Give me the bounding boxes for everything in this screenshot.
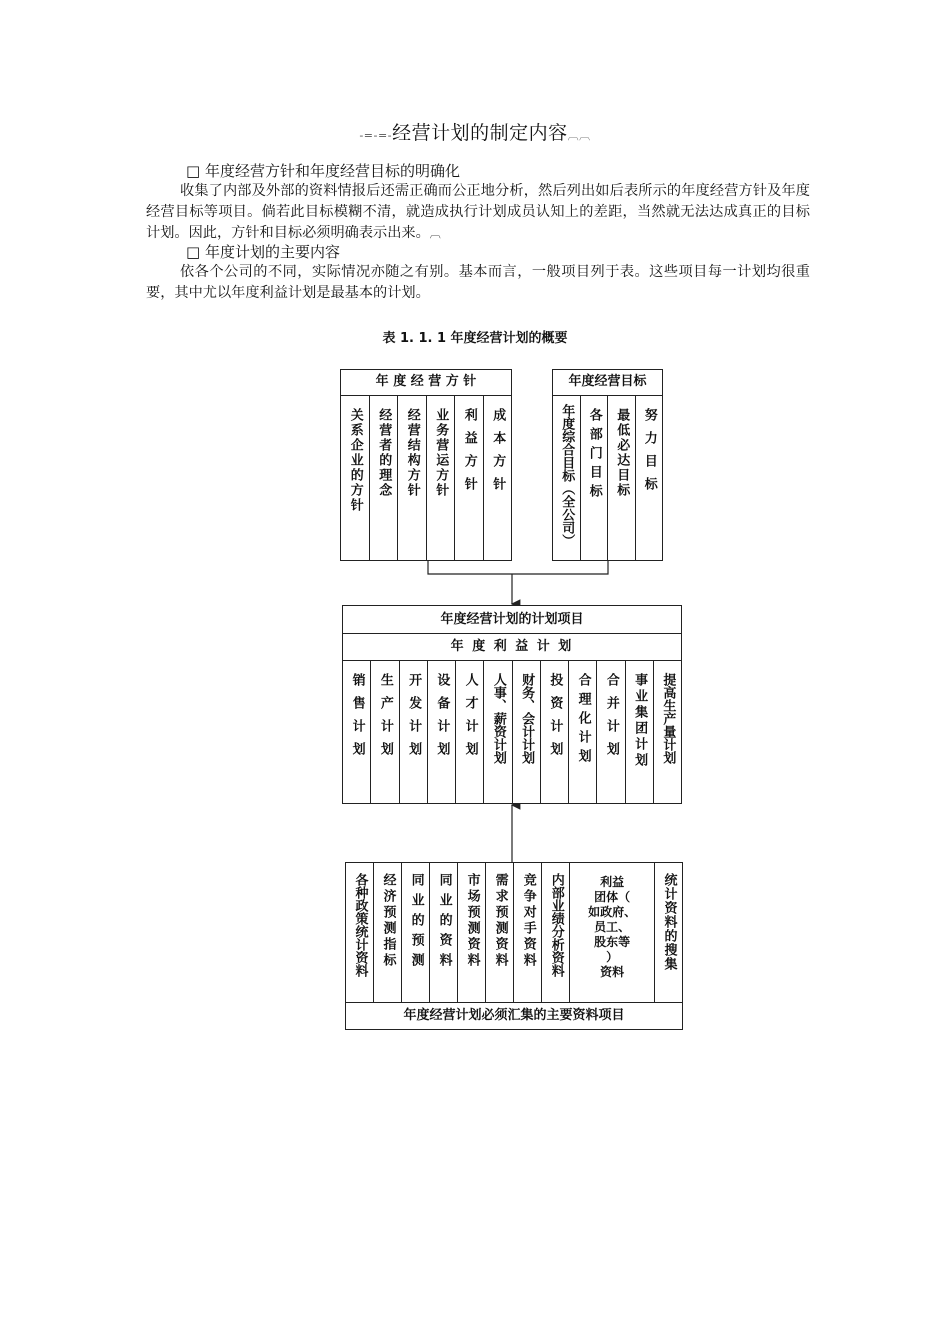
- policy-item-label: 利益方针: [461, 408, 477, 500]
- policy-item: [455, 396, 484, 560]
- section2-paragraph: 依各个公司的不同，实际情况亦随之有别。基本而言，一般项目列于表。这些项目每一计划均很重要，其中尤以年度利益计划是最基本的计划。: [146, 264, 810, 301]
- source-special-line: 利益: [600, 875, 625, 889]
- source-item: [514, 863, 542, 1002]
- source-special-line: 股东等: [594, 935, 631, 949]
- section1-text: 收集了内部及外部的资料情报后还需正确而公正地分析，然后列出如后表所示的年度经营方针及年度经营目标等项目。倘若此目标模糊不清，就造成执行计划成员认知上的差距，当然就无法达成真正的目标计划。因此，方针和目标必须明确表示出来。: [146, 183, 810, 241]
- policy-box: [340, 369, 512, 561]
- policy-item-label: 成本方针: [490, 408, 506, 500]
- plan-item-label: 投资计划: [547, 673, 563, 765]
- source-special-line: ）: [606, 950, 619, 964]
- source-item-label: 需求预测资料: [492, 873, 508, 969]
- plan-item-label: 设备计划: [434, 673, 450, 765]
- plan-item: [654, 661, 681, 803]
- plan-item-label: 财务、会计计划: [519, 673, 535, 764]
- plan-item: [456, 661, 484, 803]
- goal-item: [636, 396, 663, 560]
- source-item-label: 同业的资料: [436, 873, 452, 973]
- title-text: 经营计划的制定内容: [392, 122, 568, 144]
- table-caption: 表 1. 1. 1 年度经营计划的概要: [382, 331, 568, 346]
- source-item: [486, 863, 514, 1002]
- goal-items: [553, 396, 662, 560]
- plan-item: [626, 661, 654, 803]
- source-item: [374, 863, 402, 1002]
- plan-item-label: 事业集团计划: [632, 673, 648, 769]
- plan-item-label: 提高生产量计划: [660, 673, 676, 764]
- source-box: [345, 862, 683, 1030]
- source-item: [402, 863, 430, 1002]
- plan-item-label: 销售计划: [349, 673, 365, 765]
- source-item-label: 同业的预测: [408, 873, 424, 973]
- source-item: [542, 863, 570, 1002]
- plan-item: [541, 661, 569, 803]
- plan-item-label: 合并计划: [603, 673, 619, 765]
- source-item-label: 内部业绩分析资料: [548, 873, 564, 977]
- policy-item: [427, 396, 456, 560]
- policy-item-label: 关系企业的方针: [347, 408, 363, 513]
- policy-item: [370, 396, 399, 560]
- section1-heading: □ 年度经营方针和年度经营目标的明确化: [186, 162, 460, 180]
- policy-item: [341, 396, 370, 560]
- source-item-label: 经济预测指标: [380, 873, 396, 969]
- plan-item: [597, 661, 625, 803]
- goal-item: [608, 396, 636, 560]
- source-item-label: 统计资料的搜集: [661, 873, 677, 971]
- policy-item-label: 经营结构方针: [404, 408, 420, 498]
- policy-item: [484, 396, 512, 560]
- plan-item: [343, 661, 371, 803]
- plan-items: [343, 661, 681, 803]
- goal-item-label: 各部门目标: [586, 408, 602, 503]
- plan-item: [569, 661, 597, 803]
- source-item: [458, 863, 486, 1002]
- plan-item-label: 人事、薪资计划: [490, 673, 506, 764]
- plan-item-label: 合理化计划: [575, 673, 591, 768]
- source-special-line: 资料: [600, 965, 625, 979]
- source-title: 年度经营计划必须汇集的主要资料项目: [403, 1008, 625, 1023]
- goal-item-label: 努力目标: [641, 408, 657, 500]
- plan-item: [371, 661, 399, 803]
- plan-item: [428, 661, 456, 803]
- plan-box: [342, 605, 682, 804]
- source-item: [430, 863, 458, 1002]
- plan-item-label: 人才计划: [462, 673, 478, 765]
- source-item-label: 各种政策统计资料: [352, 873, 368, 977]
- policy-connector: [428, 560, 608, 574]
- title-deco-right: ︹︹: [567, 129, 591, 142]
- policy-item: [398, 396, 427, 560]
- plan-item-label: 生产计划: [377, 673, 393, 765]
- goal-box: [552, 369, 663, 561]
- source-special-line: 员工、: [594, 920, 631, 934]
- policy-item-label: 业务营运方针: [433, 408, 449, 498]
- source-special-line: 团体（: [594, 890, 631, 904]
- goal-item: [553, 396, 581, 560]
- source-item-label: 竞争对手资料: [520, 873, 536, 969]
- policy-items: [341, 396, 511, 560]
- goal-title: 年度经营目标: [553, 370, 662, 396]
- plan-title: 年度经营计划的计划项目: [343, 606, 681, 634]
- source-items: [346, 863, 682, 1003]
- policy-item-label: 经营者的理念: [376, 408, 392, 498]
- goal-item-label: 年度综合目标（全公司）: [559, 404, 575, 547]
- source-special-line: 如政府、: [588, 905, 637, 919]
- goal-item-label: 最低必达目标: [614, 408, 630, 498]
- source-item-special: [570, 863, 655, 1002]
- profit-title: 年 度 利 益 计 划: [343, 634, 681, 661]
- section1-mark: ︹: [429, 227, 441, 240]
- plan-item: [484, 661, 512, 803]
- policy-title: 年 度 经 营 方 针: [341, 370, 511, 396]
- plan-item: [400, 661, 428, 803]
- source-special-label: [588, 875, 636, 1002]
- source-item: [346, 863, 374, 1002]
- plan-item-label: 开发计划: [406, 673, 422, 765]
- plan-item: [513, 661, 541, 803]
- source-item: [655, 863, 682, 1002]
- title-deco-left: -=-=-: [359, 129, 393, 142]
- source-item-label: 市场预测资料: [464, 873, 480, 969]
- section2-heading: □ 年度计划的主要内容: [186, 243, 340, 261]
- goal-item: [581, 396, 609, 560]
